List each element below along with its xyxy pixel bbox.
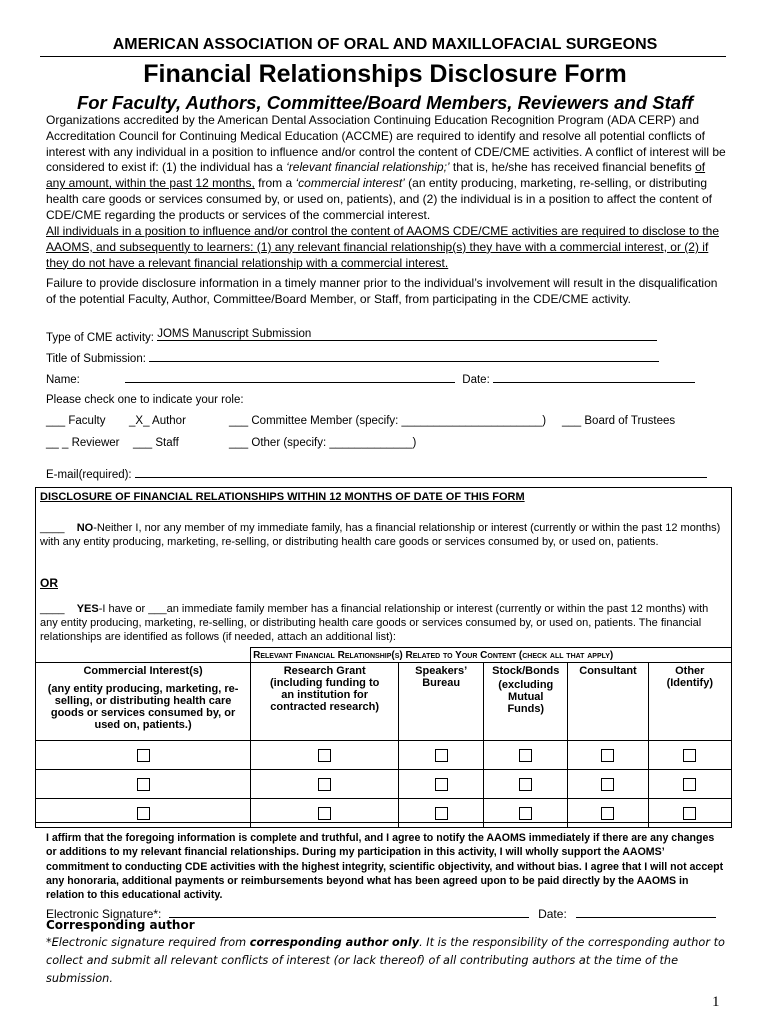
relationships-table [35, 647, 732, 828]
email-row [46, 465, 707, 481]
role-other[interactable]: ___ Other (specify: _____________) [229, 437, 417, 449]
checkbox-research[interactable] [318, 749, 331, 762]
page-number: 1 [712, 994, 720, 1010]
signature-date-label: Date: [538, 907, 567, 921]
table-row [36, 741, 732, 770]
col-stock-bonds: Stock/Bonds (excluding Mutual Funds) [484, 663, 568, 741]
table-caption: Relevant Financial Relationship(s) Related to Your Content (check all that apply) [251, 648, 732, 663]
cme-type-value: JOMS Manuscript Submission [157, 328, 312, 340]
cme-type-row [46, 328, 657, 344]
role-prompt: Please check one to indicate your role: [46, 394, 244, 406]
checkbox-other[interactable] [683, 778, 696, 791]
table-row [36, 770, 732, 799]
or-label: OR [40, 576, 58, 590]
checkbox-other[interactable] [683, 749, 696, 762]
col-commercial-interests: Commercial Interest(s) (any entity producing, marketing, re-selling, or distributing health care goods or services consumed by, or used on, patients.) [36, 663, 251, 741]
col-speakers-bureau: Speakers’ Bureau [399, 663, 484, 741]
corresponding-author-label: Corresponding author [46, 918, 195, 932]
name-row [46, 370, 695, 386]
checkbox-consultant[interactable] [601, 749, 614, 762]
checkbox-stock[interactable] [519, 807, 532, 820]
failure-paragraph: Failure to provide disclosure information in a timely manner prior to the individual’s involvement will result in the disqualification of the potential Faculty, Author, Committee/Board Member, or Staff, from participating in the CDE/CME activity. [46, 276, 718, 306]
name-label: Name: [46, 374, 80, 386]
checkbox-speakers[interactable] [435, 807, 448, 820]
role-trustees[interactable]: ___ Board of Trustees [562, 415, 676, 427]
signature-field[interactable] [169, 905, 529, 918]
role-faculty[interactable]: ___ Faculty [46, 415, 106, 427]
checkbox-stock[interactable] [519, 778, 532, 791]
role-author[interactable]: _X_ Author [129, 415, 186, 427]
date-field[interactable] [493, 370, 695, 383]
header-rule [40, 56, 726, 57]
checkbox-speakers[interactable] [435, 749, 448, 762]
submission-title-field[interactable] [149, 349, 659, 362]
yes-option[interactable]: ____ YES-I have or ___an immediate family member has a financial relationship or interest (currently or within the past 12 months) with any entity producing, marketing, re-selling, or distributing health care goods or services consumed by, or used on, patients. The financial relationships are identified as follows (if needed, attach an additional list): [40, 603, 709, 643]
cme-type-field[interactable] [157, 328, 657, 341]
form-subtitle: For Faculty, Authors, Committee/Board Members, Reviewers and Staff [76, 92, 694, 113]
organization-name: AMERICAN ASSOCIATION OF ORAL AND MAXILLOFACIAL SURGEONS [112, 36, 658, 53]
no-blank[interactable]: ____ [40, 522, 65, 534]
name-field[interactable] [125, 370, 455, 383]
checkbox-consultant[interactable] [601, 807, 614, 820]
col-consultant: Consultant [568, 663, 648, 741]
checkbox-commercial[interactable] [137, 749, 150, 762]
submission-title-row [46, 349, 659, 365]
disclosure-requirement-paragraph: All individuals in a position to influence and/or control the content of AAOMS CDE/CME activities are required to disclose to the AAOMS, and subsequently to learners: (1) any relevant financial relationship(s) they have with a commercial interest, or (2) if they do not have a relevant financial relationship with a commercial interest. [46, 224, 720, 270]
cme-type-label: Type of CME activity: [46, 332, 155, 344]
email-field[interactable] [135, 465, 707, 478]
form-title: Financial Relationships Disclosure Form [143, 60, 627, 88]
intro-paragraph: Organizations accredited by the American Dental Association Continuing Education Recognition Program (ADA CERP) and Accreditation Council for Continuing Medical Education (ACCME) are required to identify and resolve all potential conflicts of interest with any individual in a position to influence and/or control the content of CDE/CME activities. A conflict of interest will be considered to exist if: (1) the individual has a ‘relevant financial relationship;’ that is, he/she has received financial benefits of any amount, within the past 12 months, from a ‘commercial interest’ (an entity producing, marketing, re-selling, or distributing health care goods or services consumed by, or used on, patients), and (2) the individual is in a position to affect the content of CDE/CME regarding the products or services of the commercial interest. [46, 113, 726, 222]
table-row [36, 799, 732, 828]
col-other: Other (Identify) [648, 663, 731, 741]
email-label: E-mail(required): [46, 469, 132, 481]
checkbox-research[interactable] [318, 807, 331, 820]
col-research-grant: Research Grant (including funding to an institution for contracted research) [251, 663, 399, 741]
checkbox-research[interactable] [318, 778, 331, 791]
no-option[interactable]: ____ NO-Neither I, nor any member of my immediate family, has a financial relationship or interest (currently or within the past 12 months) with any entity producing, marketing, re-selling, or distributing health care goods or services consumed by, or used on, patients. [40, 522, 721, 548]
affirmation-statement: I affirm that the foregoing information is complete and truthful, and I agree to notify the AAOMS immediately if there are any changes or additions to my relevant financial relationships. During my participation in this activity, I will wholly support the AAOMS’ commitment to conducting CDE activities with the highest integrity, scientific objectivity, and without bias. I agree that I will not accept any honoraria, additional payments or reimbursements beyond what has been agreed upon to be paid directly by the AAOMS in relation to this educational activity. [46, 832, 724, 902]
checkbox-other[interactable] [683, 807, 696, 820]
date-label: Date: [462, 374, 490, 386]
checkbox-commercial[interactable] [137, 778, 150, 791]
signature-label: Electronic Signature*: [46, 907, 162, 921]
checkbox-speakers[interactable] [435, 778, 448, 791]
disclosure-heading: DISCLOSURE OF FINANCIAL RELATIONSHIPS WITHIN 12 MONTHS OF DATE OF THIS FORM [40, 491, 525, 503]
signature-note: *Electronic signature required from corresponding author only. It is the responsibility of the corresponding author to collect and submit all relevant conflicts of interest (or lack thereof) of all contributing authors at the time of the submission. [46, 936, 725, 985]
role-reviewer[interactable]: __ _ Reviewer [46, 437, 120, 449]
signature-date-field[interactable] [576, 905, 716, 918]
role-committee[interactable]: ___ Committee Member (specify: ______________________) [229, 415, 547, 427]
checkbox-commercial[interactable] [137, 807, 150, 820]
role-staff[interactable]: ___ Staff [133, 437, 179, 449]
yes-blank[interactable]: ____ [40, 603, 65, 615]
submission-title-label: Title of Submission: [46, 353, 146, 365]
checkbox-consultant[interactable] [601, 778, 614, 791]
checkbox-stock[interactable] [519, 749, 532, 762]
